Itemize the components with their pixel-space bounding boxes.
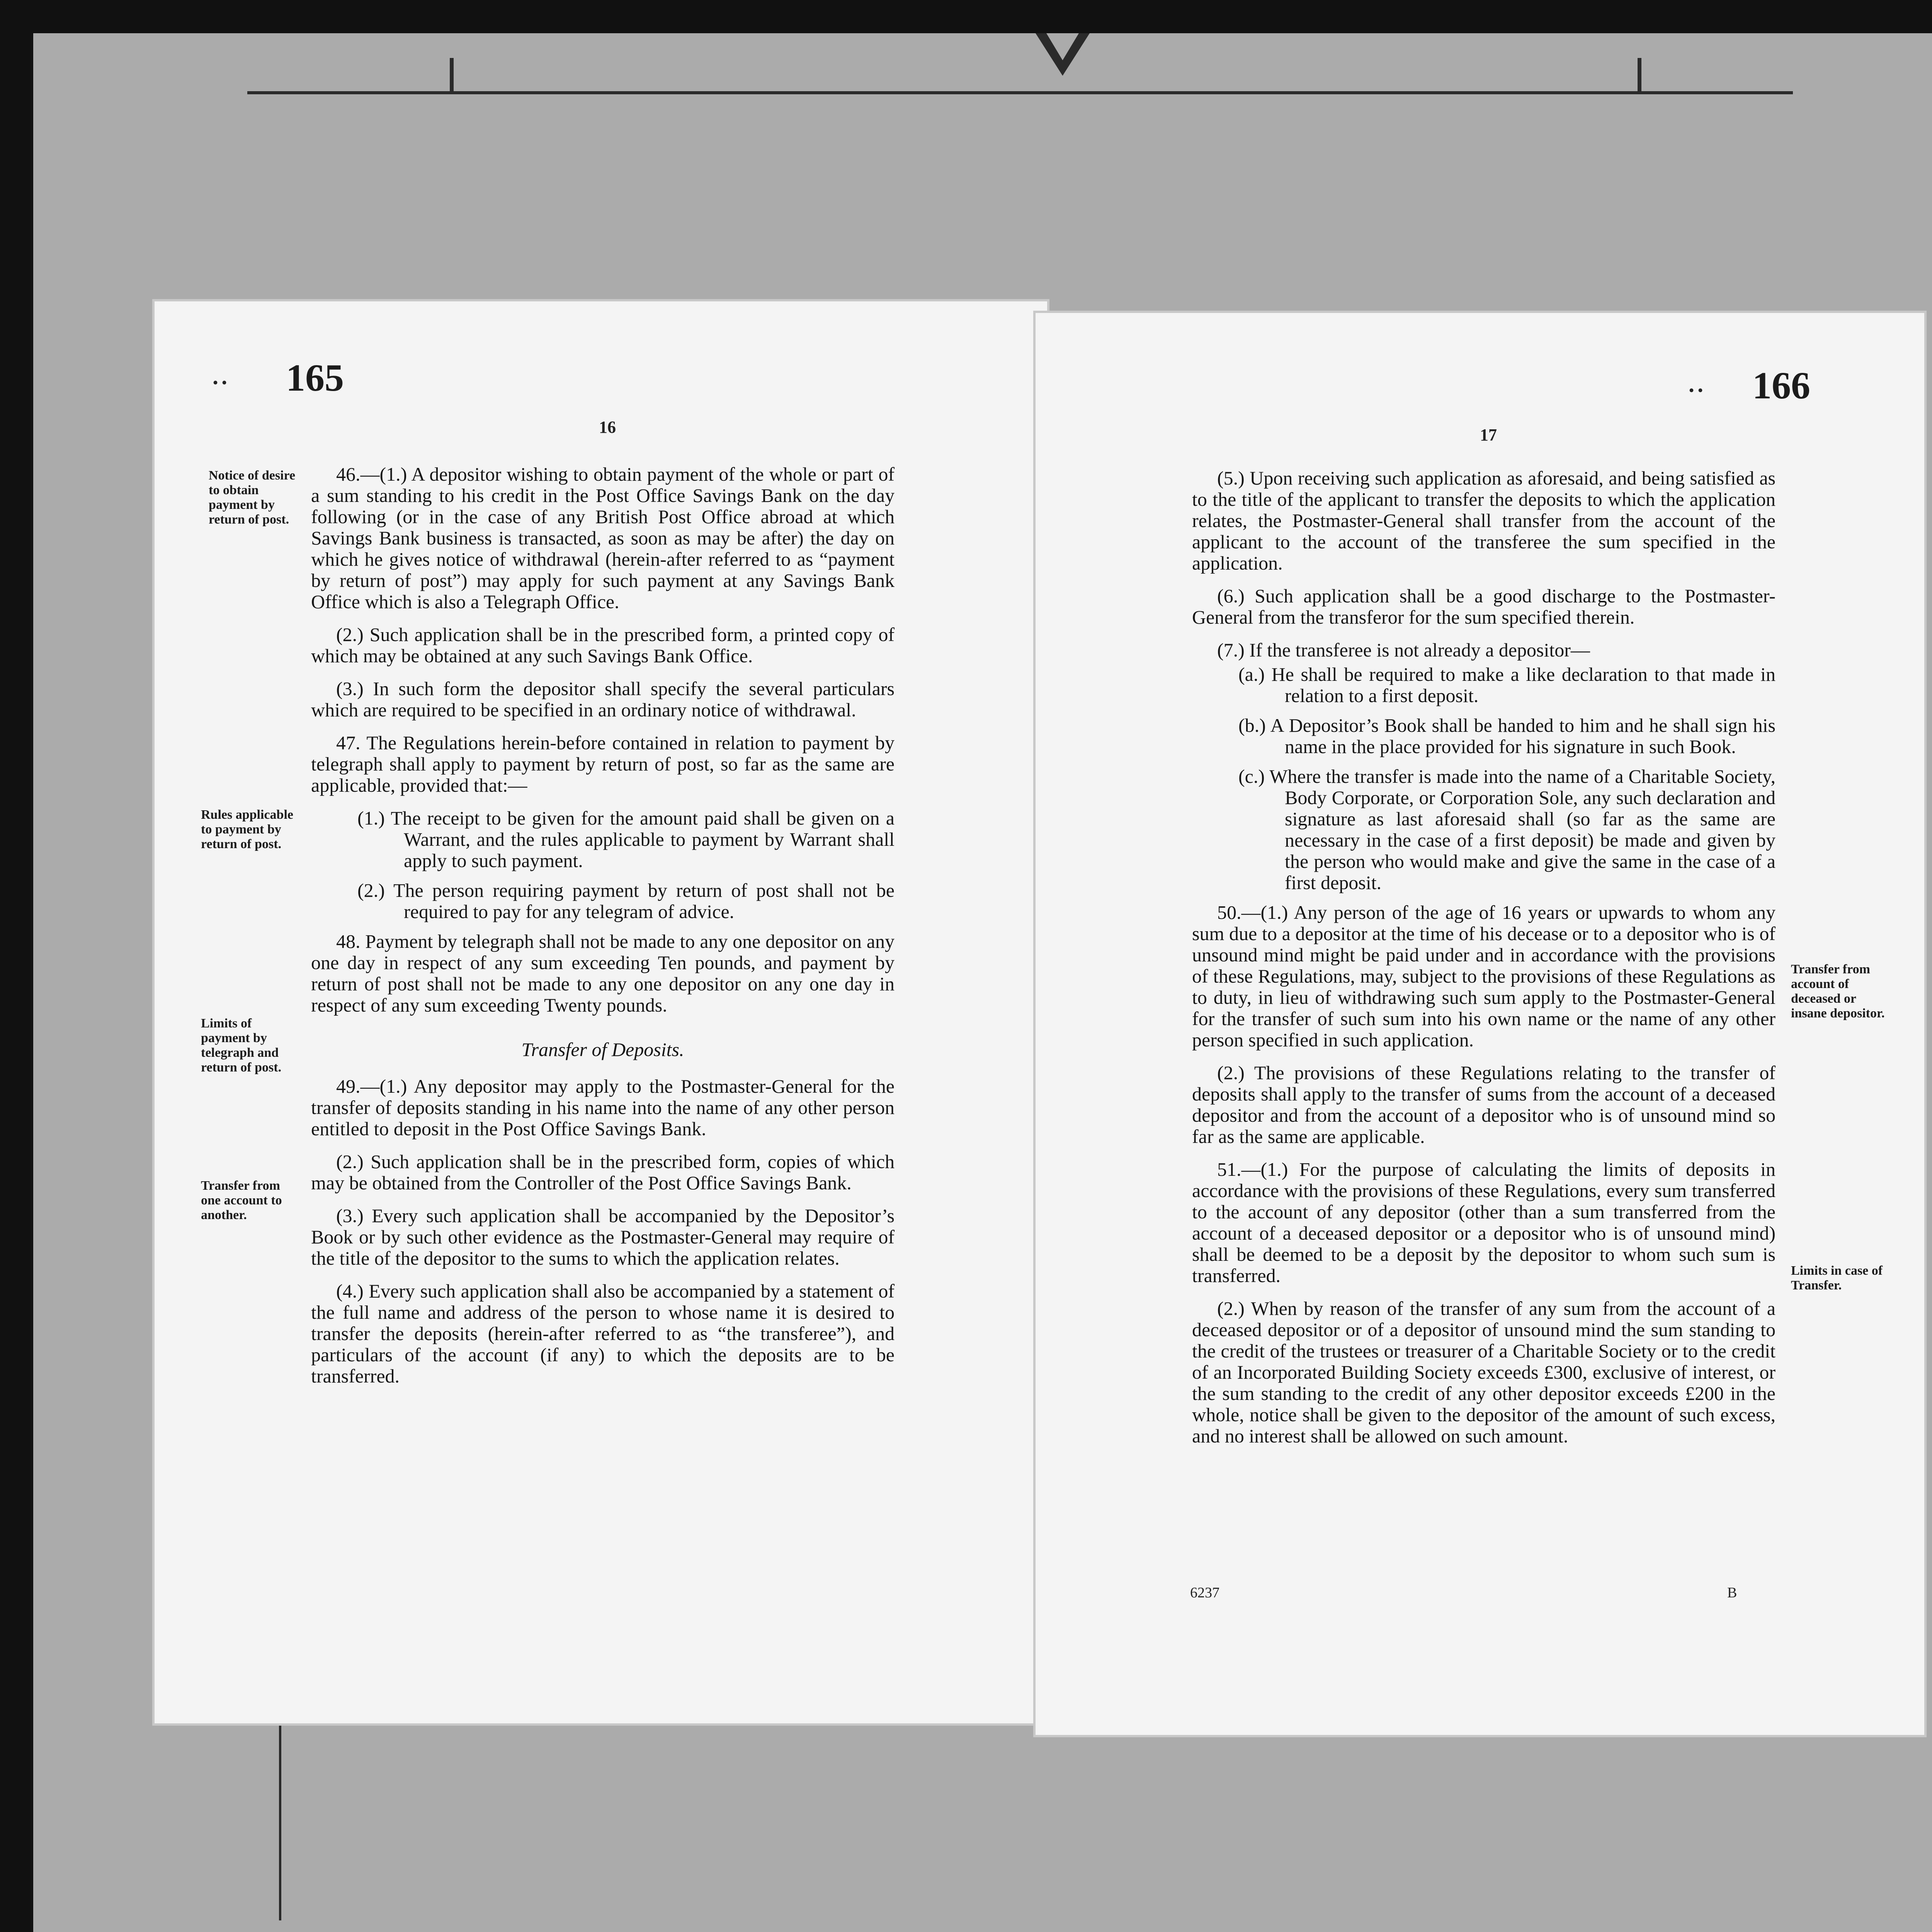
paragraph: (1.) The receipt to be given for the amount paid shall be given on a Warrant, and the rules applicable to payment by Warrant shall apply to such payment. [357, 807, 895, 871]
paragraph: (2.) Such application shall be in the prescribed form, a printed copy of which may be obtained at any such Savings Bank Office. [311, 624, 895, 667]
paragraph: 48. Payment by telegraph shall not be made to any one depositor on any one day in respect of any sum exceeding Ten pounds, and payment by return of post shall not be made to any one depositor on any one day in respect of any sum exceeding Twenty pounds. [311, 930, 895, 1016]
right-page [1036, 313, 1924, 1735]
paragraph: (2.) The provisions of these Regulations relating to the transfer of deposits shall apply to the transfer of sums from the account of a deceased depositor and from the account of a depositor who is of unsound mind so far as the same are applicable. [1192, 1062, 1776, 1147]
section-heading: Transfer of Deposits. [521, 1039, 684, 1060]
paragraph: (b.) A Depositor’s Book shall be handed to him and he shall sign his name in the place provided for his signature in such Book. [1238, 714, 1776, 757]
printed-folio: 17 [1480, 425, 1497, 444]
paragraph: (7.) If the transferee is not already a depositor— [1217, 639, 1590, 661]
margin-note: Limits in case of Transfer. [1791, 1264, 1883, 1293]
bottom-guide-line [279, 1723, 281, 1920]
paragraph: (3.) In such form the depositor shall specify the several particulars which are required to be specified in an ordinary notice of withdrawal. [311, 678, 895, 721]
paragraph: (3.) Every such application shall be accompanied by the Depositor’s Book or by such other evidence as the Postmaster-General may require of the title of the depositor to the sums to which the application relates. [311, 1205, 895, 1269]
page-dots: .. [213, 364, 230, 389]
paragraph: (6.) Such application shall be a good discharge to the Postmaster-General from the transferor for the sum specified therein. [1192, 585, 1776, 628]
margin-note: Limits of payment by telegraph and return of post. [201, 1016, 282, 1075]
paragraph: (2.) The person requiring payment by return of post shall not be required to pay for any telegram of advice. [357, 879, 895, 922]
margin-note: Rules applicable to payment by return of post. [201, 808, 293, 851]
paragraph: (2.) When by reason of the transfer of any sum from the account of a deceased depositor or of a depositor of unsound mind the sum standing to the credit of the trustees or treasurer of a Charitable Society or to the credit of an Incorporated Building Society exceeds £300, exclusive of interest, or the sum standing to the credit of any other depositor exceeds £200 in the whole, notice shall be given to the depositor of the amount of such excess, and no interest shall be allowed on such amount. [1192, 1298, 1776, 1447]
margin-note: Transfer from one account to another. [201, 1179, 282, 1222]
printed-folio: 16 [599, 418, 616, 437]
paragraph: (5.) Upon receiving such application as aforesaid, and being satisfied as to the title of the applicant to transfer the deposits to which the application relates, the Postmaster-General shall transfer from the account of the applicant to the account of the transferee the sum specified in the application. [1192, 467, 1776, 574]
paragraph: 51.—(1.) For the purpose of calculating the limits of deposits in accordance with the provisions of these Regulations, every sum transferred to the account of any depositor (other than a sum transferred from the account of a deceased depositor or a depositor who is of unsound mind) shall be deemed to be a deposit by the depositor to whom such sum is transferred. [1192, 1158, 1776, 1286]
paragraph: (a.) He shall be required to make a like declaration to that made in relation to a first deposit. [1238, 663, 1776, 706]
right-body [1192, 468, 1776, 1458]
paragraph: 49.—(1.) Any depositor may apply to the Postmaster-General for the transfer of deposits standing in his name into the name of any other person entitled to deposit in the Post Office Savings Bank. [311, 1075, 895, 1139]
top-tick-left [450, 58, 454, 93]
top-tick-right [1638, 58, 1641, 93]
margin-note: Transfer from account of deceased or insane depositor. [1791, 962, 1885, 1020]
paragraph: 50.—(1.) Any person of the age of 16 years or upwards to whom any sum due to a depositor at the time of his decease or to a depositor who is of unsound mind might be paid under and in accordance with the provisions of these Regulations, may, subject to the provisions of these Regulations as to duty, in lieu of withdrawing such sum apply to the Postmaster-General for the transfer of such sum into his own name or the name of any other person specified in such application. [1192, 901, 1776, 1051]
stamped-page-number: 166 [1752, 364, 1810, 407]
paragraph: 46.—(1.) A depositor wishing to obtain payment of the whole or part of a sum standing to his credit in the Post Office Savings Bank on the day following (or in the case of any British Post Office abroad at which Savings Bank business is transacted, as soon as may be after) the day on which he gives notice of withdrawal (herein-after referred to as “payment by return of post”) may apply for such payment at any Savings Bank Office which is also a Telegraph Office. [311, 463, 895, 612]
margin-note: Notice of desire to obtain payment by return of post. [209, 468, 296, 527]
footer-printer-number: 6237 [1190, 1585, 1219, 1601]
stamped-page-number: 165 [286, 356, 344, 399]
page-dots: .. [1689, 371, 1706, 397]
top-rule [247, 91, 1793, 94]
paragraph: 47. The Regulations herein-before contained in relation to payment by telegraph shall apply to payment by return of post, so far as the same are applicable, provided that:— [311, 732, 895, 796]
left-body [311, 464, 895, 1398]
left-page [155, 301, 1047, 1723]
paragraph: (c.) Where the transfer is made into the name of a Charitable Society, Body Corporate, or Corporation Sole, any such declaration and signature as last aforesaid shall (so far as the same are necessary in the case of a first deposit) be made and given by the person who would make and give the same in the case of a first deposit. [1238, 765, 1776, 893]
paragraph: (4.) Every such application shall also be accompanied by a statement of the full name and address of the person to whose name it is desired to transfer the deposits (herein-after referred to as “the transferee”), and particulars of the account (if any) to which the deposits are to be transferred. [311, 1280, 895, 1387]
footer-signature-letter: B [1727, 1585, 1737, 1601]
paragraph: (2.) Such application shall be in the prescribed form, copies of which may be obtained from the Controller of the Post Office Savings Bank. [311, 1151, 895, 1194]
